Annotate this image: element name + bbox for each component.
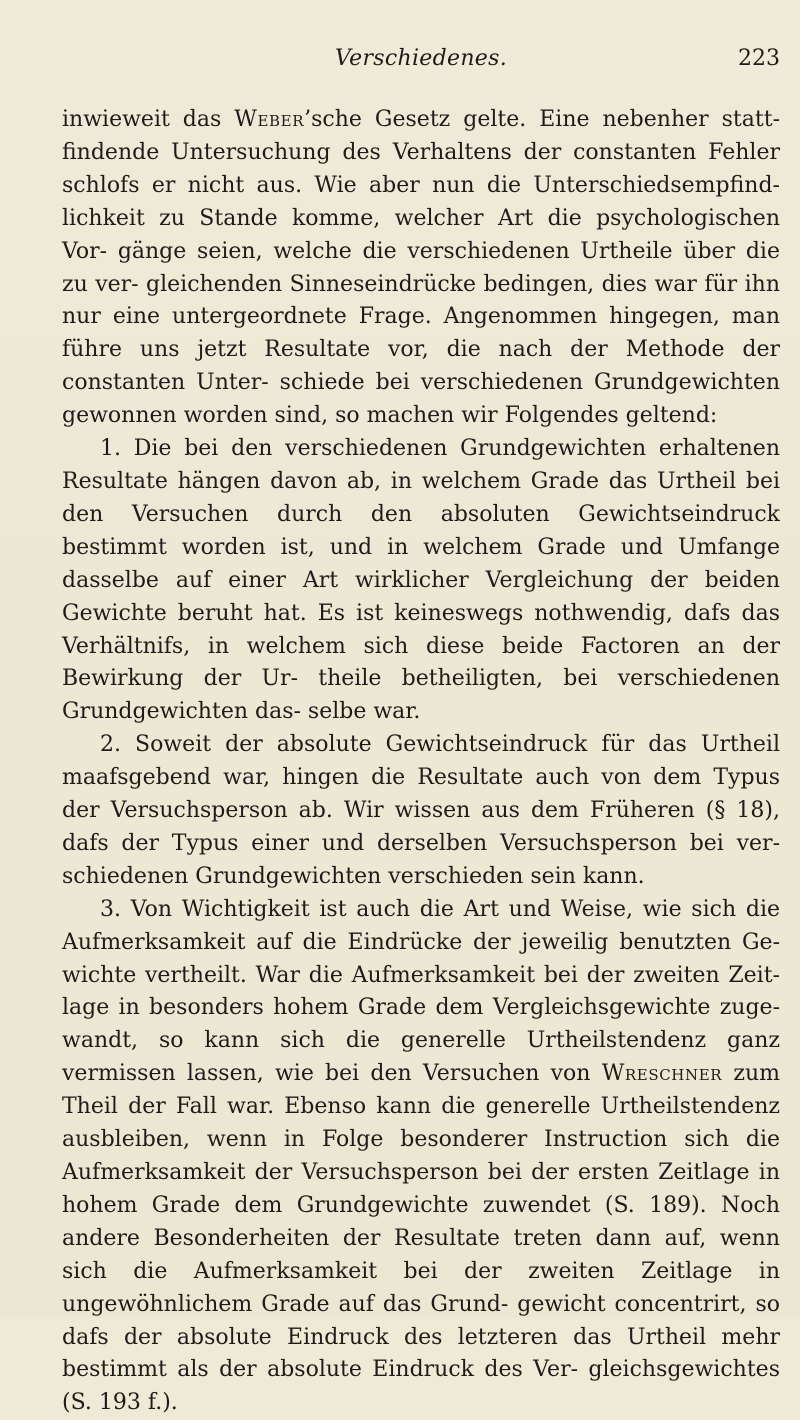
intro-text-end: ’sche Gesetz gelte. Eine nebenher statt- findende Untersuchung des Verhaltens der constanten Fehler schlofs er nicht aus. Wie aber nun die Unterschiedsempfind- lichkeit zu Stande komme, welcher Art die psychologischen Vor- gänge seien, welche die verschiedenen Urtheile über die zu ver- gleichenden Sinneseindrücke bedingen, dies war für ihn nur eine untergeordnete Frage. Angenommen hingegen, man führe uns jetzt Resultate vor, die nach der Methode der constanten Unter- schiede bei verschiedenen Grundgewichten gewonnen worden sind, so machen wir Folgendes geltend: <box>62 107 781 429</box>
point-3-text-end: zum Theil der Fall war. Ebenso kann die generelle Urtheilstendenz ausbleiben, wenn in Folge besonderer Instruction sich die Aufmerksamkeit der Versuchsperson bei der ersten Zeitlage in hohem Grade dem Grundgewichte zuwendet (S. 189). Noch andere Besonderheiten der Resultate treten dann auf, wenn sich die Aufmerksamkeit bei der zweiten Zeitlage in ungewöhnlichem Grade auf das Grund- gewicht concentrirt, so dafs der absolute Eindruck des letzteren das Urtheil mehr bestimmt als der absolute Eindruck des Ver- gleichsgewichtes (S. 193 f.). <box>62 1061 780 1416</box>
point-1-paragraph: 1. Die bei den verschiedenen Grundgewichten erhaltenen Resultate hängen davon ab, in welchem Grade das Urtheil bei den Versuchen durch den absoluten Gewichtseindruck bestimmt worden ist, und in welchem Grade und Umfange dasselbe auf einer Art wirklicher Vergleichung der beiden Gewichte beruht hat. Es ist keineswegs nothwendig, dafs das Verhältnifs, in welchem sich diese beide Factoren an der Bewirkung der Ur- theile betheiligten, bei verschiedenen Grundgewichten das- selbe war. <box>62 436 780 725</box>
author-name-wreschner: Wreschner <box>601 1061 723 1087</box>
author-name-weber: Weber <box>234 107 305 132</box>
intro-paragraph <box>62 104 780 433</box>
running-head <box>62 46 780 76</box>
point-2-paragraph: 2. Soweit der absolute Gewichtseindruck für das Urtheil maafsgebend war, hingen die Resultate auch von dem Typus der Versuchsperson ab. Wir wissen aus dem Früheren (§ 18), dafs der Typus einer und derselben Versuchsperson bei ver- schiedenen Grundgewichten verschieden sein kann. <box>62 732 780 889</box>
point-3-text-start: 3. Von Wichtigkeit ist auch die Art und Weise, wie sich die Aufmerksamkeit auf die Eindrücke der jeweilig benutzten Ge- wichte vertheilt. War die Aufmerksamkeit bei der zweiten Zeit- lage in besonders hohem Grade dem Vergleichsgewichte zuge- wandt, so kann sich die generelle Urtheilstendenz ganz vermissen lassen, wie bei den Versuchen von <box>62 896 780 1087</box>
intro-text-start: inwieweit das <box>62 107 235 132</box>
body-text <box>62 104 780 1420</box>
point-3-paragraph <box>62 894 780 1420</box>
page-number: 223 <box>738 46 780 71</box>
running-title: Verschiedenes. <box>334 46 507 71</box>
